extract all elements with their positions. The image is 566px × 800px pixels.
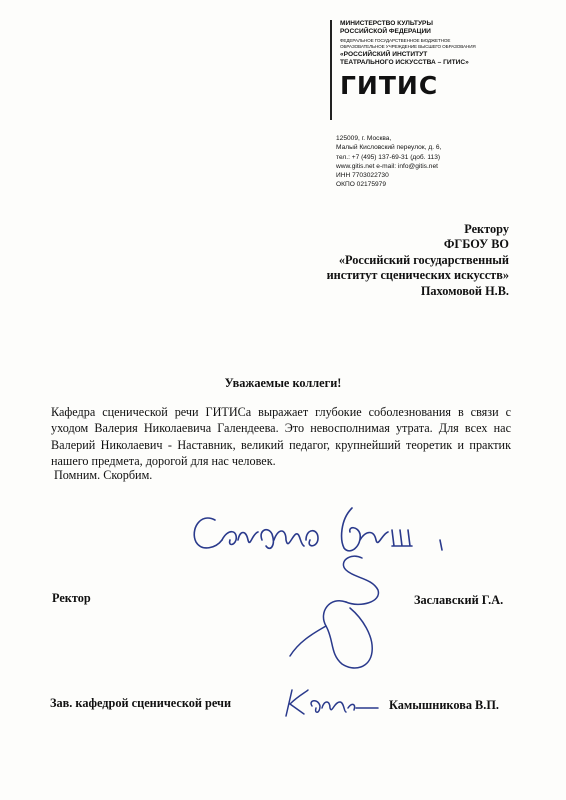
handwritten-condolence <box>194 508 442 551</box>
signatory-name-head: Камышникова В.П. <box>389 698 499 712</box>
signature-rector <box>290 556 378 668</box>
signatory-title-head: Зав. кафедрой сценической речи <box>50 696 232 710</box>
letter-body: Кафедра сценической речи ГИТИСа выражает глубокие соболезнования в связи с уходом Валерия Николаевича Галендеева. Это невосполнимая утрата. Для всех нас Валерий Николаевич - Наставник, великий педагог, крупнейший теоретик и практик нашего предмета, дорогой для нас человек. <box>51 405 511 468</box>
signatory-title-rector: Ректор <box>52 591 91 605</box>
letterhead <box>340 20 550 99</box>
signatory-name-rector: Заславский Г.А. <box>414 593 504 607</box>
letterhead-address: 125009, г. Москва, Малый Кисловский переулок, д. 6, тел.: +7 (495) 137-69-31 (доб. 113) www.gitis.net e-mail: info@gitis.net ИНН 7703022730 ОКПО 02175979 <box>336 135 442 189</box>
signature-head <box>286 690 378 716</box>
addressee-block: Ректору ФГБОУ ВО «Российский государственный институт сценических искусств» Пахомовой Н.В. <box>326 222 509 298</box>
letterhead-federal: ФЕДЕРАЛЬНОЕ ГОСУДАРСТВЕННОЕ БЮДЖЕТНОЕ ОБРАЗОВАТЕЛЬНОЕ УЧРЕЖДЕНИЕ ВЫСШЕГО ОБРАЗОВАНИЯ <box>340 38 476 49</box>
letterhead-divider <box>330 20 332 120</box>
salutation: Уважаемые коллеги! <box>224 376 342 390</box>
letterhead-ministry: МИНИСТЕРСТВО КУЛЬТУРЫ РОССИЙСКОЙ ФЕДЕРАЦИИ <box>340 20 433 35</box>
letterhead-institute: «РОССИЙСКИЙ ИНСТИТУТ ТЕАТРАЛЬНОГО ИСКУССТВА – ГИТИС» <box>340 51 469 67</box>
closing-line: Помним. Скорбим. <box>54 468 153 482</box>
gitis-logo: ГИТИС <box>340 71 439 101</box>
